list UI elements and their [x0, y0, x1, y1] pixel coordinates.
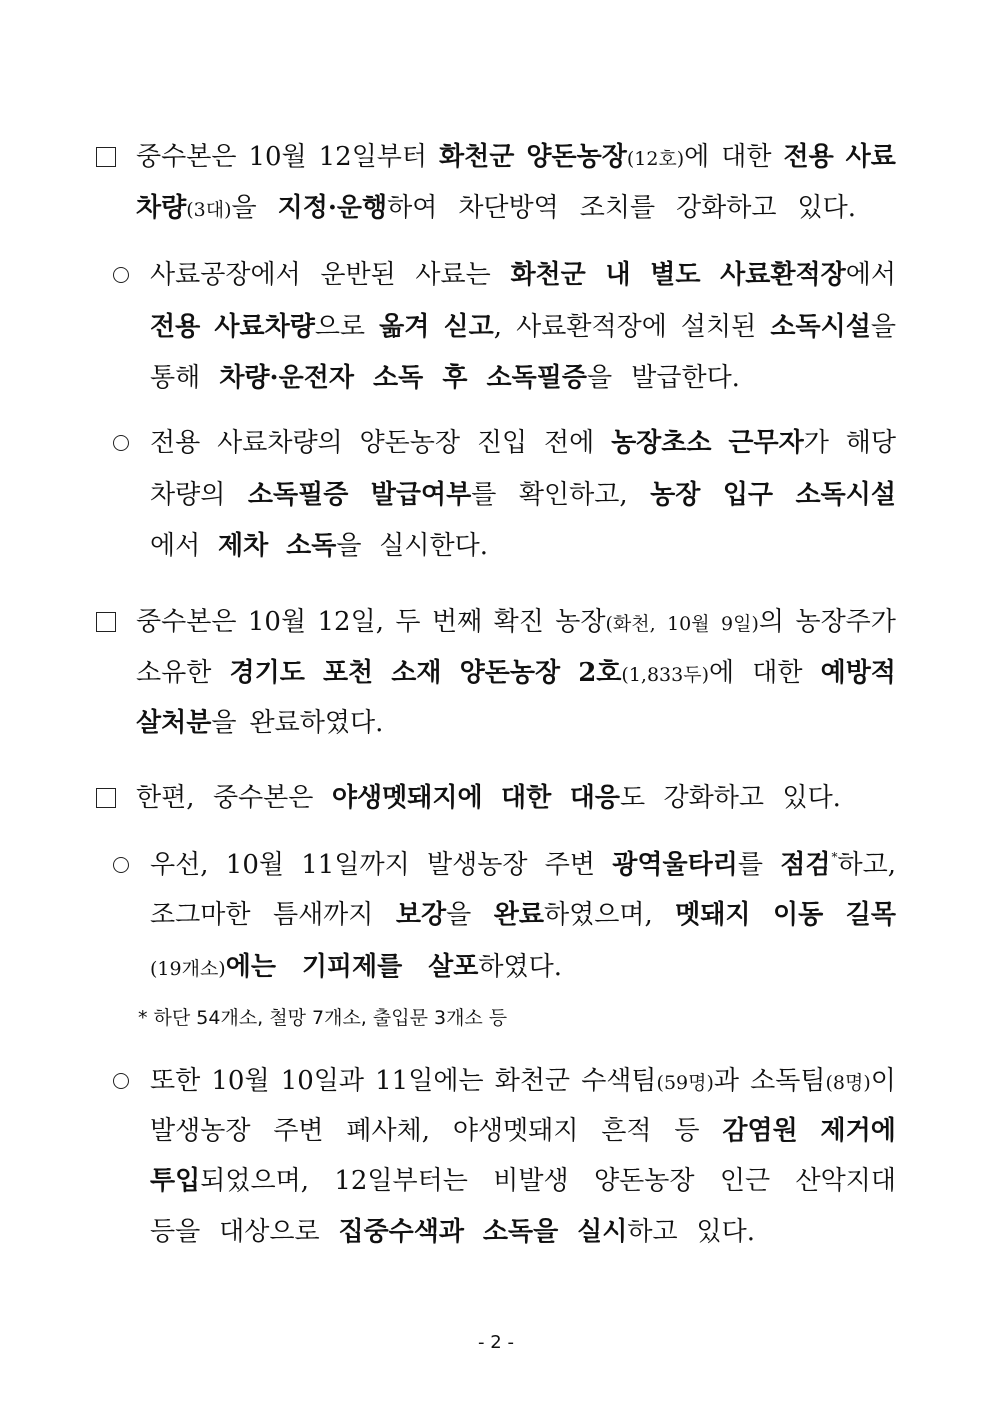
section-1-line-1: 중수본은 10월 12일부터 화천군 양돈농장(12호)에 대한 전용 사료 [136, 142, 896, 172]
section-2-line-2: 소유한 경기도 포천 소재 양돈농장 2호(1,833두)에 대한 예방적 [136, 658, 896, 688]
sub-3-1-line-3: (19개소)에는 기피제를 살포하였다. [150, 952, 562, 982]
footnote: * 하단 54개소, 철망 7개소, 출입문 3개소 등 [138, 1007, 508, 1029]
section-2-line-3: 살처분을 완료하였다. [136, 708, 384, 738]
sub-1-2-line-2: 차량의 소독필증 발급여부를 확인하고, 농장 입구 소독시설 [150, 480, 896, 510]
sub-1-1-line-1: 사료공장에서 운반된 사료는 화천군 내 별도 사료환적장에서 [150, 260, 896, 290]
sub-1-1-line-3: 통해 차량·운전자 소독 후 소독필증을 발급한다. [150, 363, 740, 393]
circle-bullet-icon [113, 1073, 129, 1089]
circle-bullet-icon [113, 435, 129, 451]
sub-3-2-line-4: 등을 대상으로 집중수색과 소독을 실시하고 있다. [150, 1217, 755, 1247]
section-2-line-1: 중수본은 10월 12일, 두 번째 확진 농장(화천, 10월 9일)의 농장주가 [136, 607, 896, 637]
section-1-line-2: 차량(3대)을 지정·운행하여 차단방역 조치를 강화하고 있다. [136, 193, 856, 223]
sub-3-2-line-3: 투입되었으며, 12일부터는 비발생 양돈농장 인근 산악지대 [150, 1166, 896, 1196]
page-number: - 2 - [478, 1332, 514, 1353]
circle-bullet-icon [113, 267, 129, 283]
checkbox-icon [96, 612, 116, 632]
sub-1-2-line-1: 전용 사료차량의 양돈농장 진입 전에 농장초소 근무자가 해당 [150, 428, 896, 458]
section-3-line-1: 한편, 중수본은 야생멧돼지에 대한 대응도 강화하고 있다. [136, 783, 841, 813]
circle-bullet-icon [113, 857, 129, 873]
sub-1-1-line-2: 전용 사료차량으로 옮겨 싣고, 사료환적장에 설치된 소독시설을 [150, 312, 896, 342]
sub-3-1-line-2: 조그마한 틈새까지 보강을 완료하였으며, 멧돼지 이동 길목 [150, 900, 896, 930]
sub-3-2-line-2: 발생농장 주변 폐사체, 야생멧돼지 흔적 등 감염원 제거에 [150, 1116, 896, 1146]
checkbox-icon [96, 147, 116, 167]
sub-3-2-line-1: 또한 10월 10일과 11일에는 화천군 수색팀(59명)과 소독팀(8명)이 [150, 1066, 896, 1096]
sub-1-2-line-3: 에서 제차 소독을 실시한다. [150, 531, 488, 561]
checkbox-icon [96, 788, 116, 808]
sub-3-1-line-1: 우선, 10월 11일까지 발생농장 주변 광역울타리를 점검*하고, [150, 850, 896, 880]
